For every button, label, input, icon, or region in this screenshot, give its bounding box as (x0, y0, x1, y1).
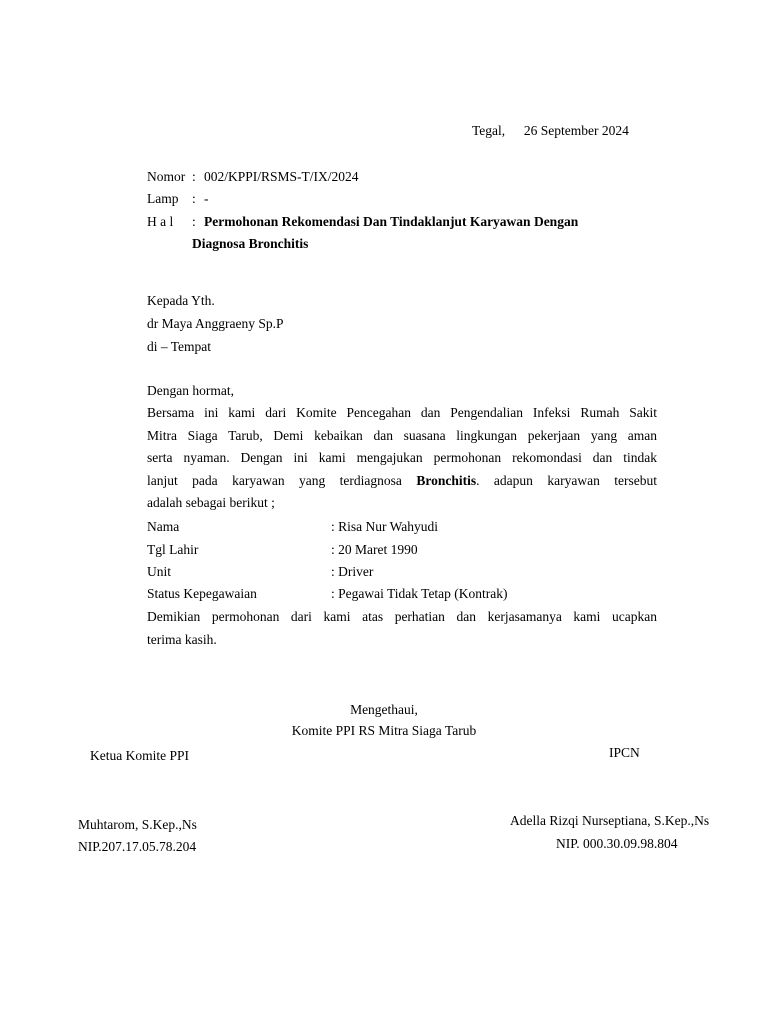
employee-value: : Risa Nur Wahyudi (331, 519, 439, 534)
left-signatory-name: Muhtarom, S.Kep.,Ns (78, 817, 197, 832)
paragraph-line: Mitra Siaga Tarub, Demi kebaikan dan suasana lingkungan pekerjaan yang aman (147, 427, 657, 443)
employee-row (147, 564, 373, 580)
employee-label: Tgl Lahir (147, 542, 199, 557)
employee-row (147, 586, 508, 602)
right-signatory-name: Adella Rizqi Nurseptiana, S.Kep.,Ns (510, 813, 710, 828)
employee-value: : Driver (331, 564, 374, 579)
hal-subject-line2: Diagnosa Bronchitis (192, 236, 309, 251)
left-signatory-nip: NIP.207.17.05.78.204 (78, 839, 197, 854)
paragraph-line: adalah sebagai berikut ; (147, 495, 275, 510)
right-signatory-nip: NIP. 000.30.09.98.804 (556, 836, 678, 851)
closing-line: terima kasih. (147, 631, 217, 647)
closing-paragraph (147, 606, 657, 651)
date-line (472, 123, 629, 139)
paragraph-line: serta nyaman. Dengan ini kami mengajukan permohonan rekomondasi dan tindak (147, 450, 657, 465)
employee-label: Unit (147, 564, 172, 579)
recipient-line1: Kepada Yth. (147, 293, 215, 308)
greeting: Dengan hormat, (147, 383, 234, 398)
hal-subject-line1: Permohonan Rekomendasi Dan Tindaklanjut Karyawan Dengan (204, 214, 579, 229)
closing-line: Demikian permohonan dari kami atas perhatian dan kerjasamanya kami ucapkan (147, 609, 657, 624)
paragraph-line: Bersama ini kami dari Komite Pencegahan dan Pengendalian Infeksi Rumah Sakit (147, 405, 657, 420)
committee-name: Komite PPI RS Mitra Siaga Tarub (291, 723, 477, 738)
employee-row (147, 542, 418, 558)
employee-label: Status Kepegawaian (147, 586, 257, 601)
employee-row (147, 519, 438, 535)
diagnosis-term: Bronchitis (416, 472, 477, 488)
lamp-value: - (204, 191, 209, 206)
employee-value: : 20 Maret 1990 (331, 542, 418, 557)
paragraph-line (147, 470, 657, 493)
hal-label: H a l (147, 214, 174, 229)
lamp-label: Lamp (147, 191, 179, 206)
nomor-value: 002/KPPI/RSMS-T/IX/2024 (204, 169, 359, 184)
nomor-row: Nomor : 002/KPPI/RSMS-T/IX/2024 (147, 169, 359, 184)
employee-label: Nama (147, 519, 180, 534)
right-signatory-title: IPCN (609, 745, 640, 760)
paragraph-text: lanjut pada karyawan yang terdiagnosa (147, 472, 402, 488)
left-signatory-title: Ketua Komite PPI (90, 748, 189, 763)
recipient-place: di – Tempat (147, 339, 212, 354)
recipient-name: dr Maya Anggraeny Sp.P (147, 316, 284, 331)
place: Tegal, (472, 123, 506, 138)
paragraph-text: . adapun karyawan tersebut (476, 472, 657, 488)
acknowledge-label: Mengethaui, (350, 702, 418, 717)
lamp-row: Lamp : - (147, 191, 209, 206)
body-paragraph (147, 402, 657, 515)
hal-row: H a l : Permohonan Rekomendasi Dan Tindaklanjut Karyawan Dengan (147, 214, 579, 229)
employee-value: : Pegawai Tidak Tetap (Kontrak) (331, 586, 508, 601)
date: 26 September 2024 (523, 123, 629, 138)
nomor-label: Nomor (147, 169, 186, 184)
